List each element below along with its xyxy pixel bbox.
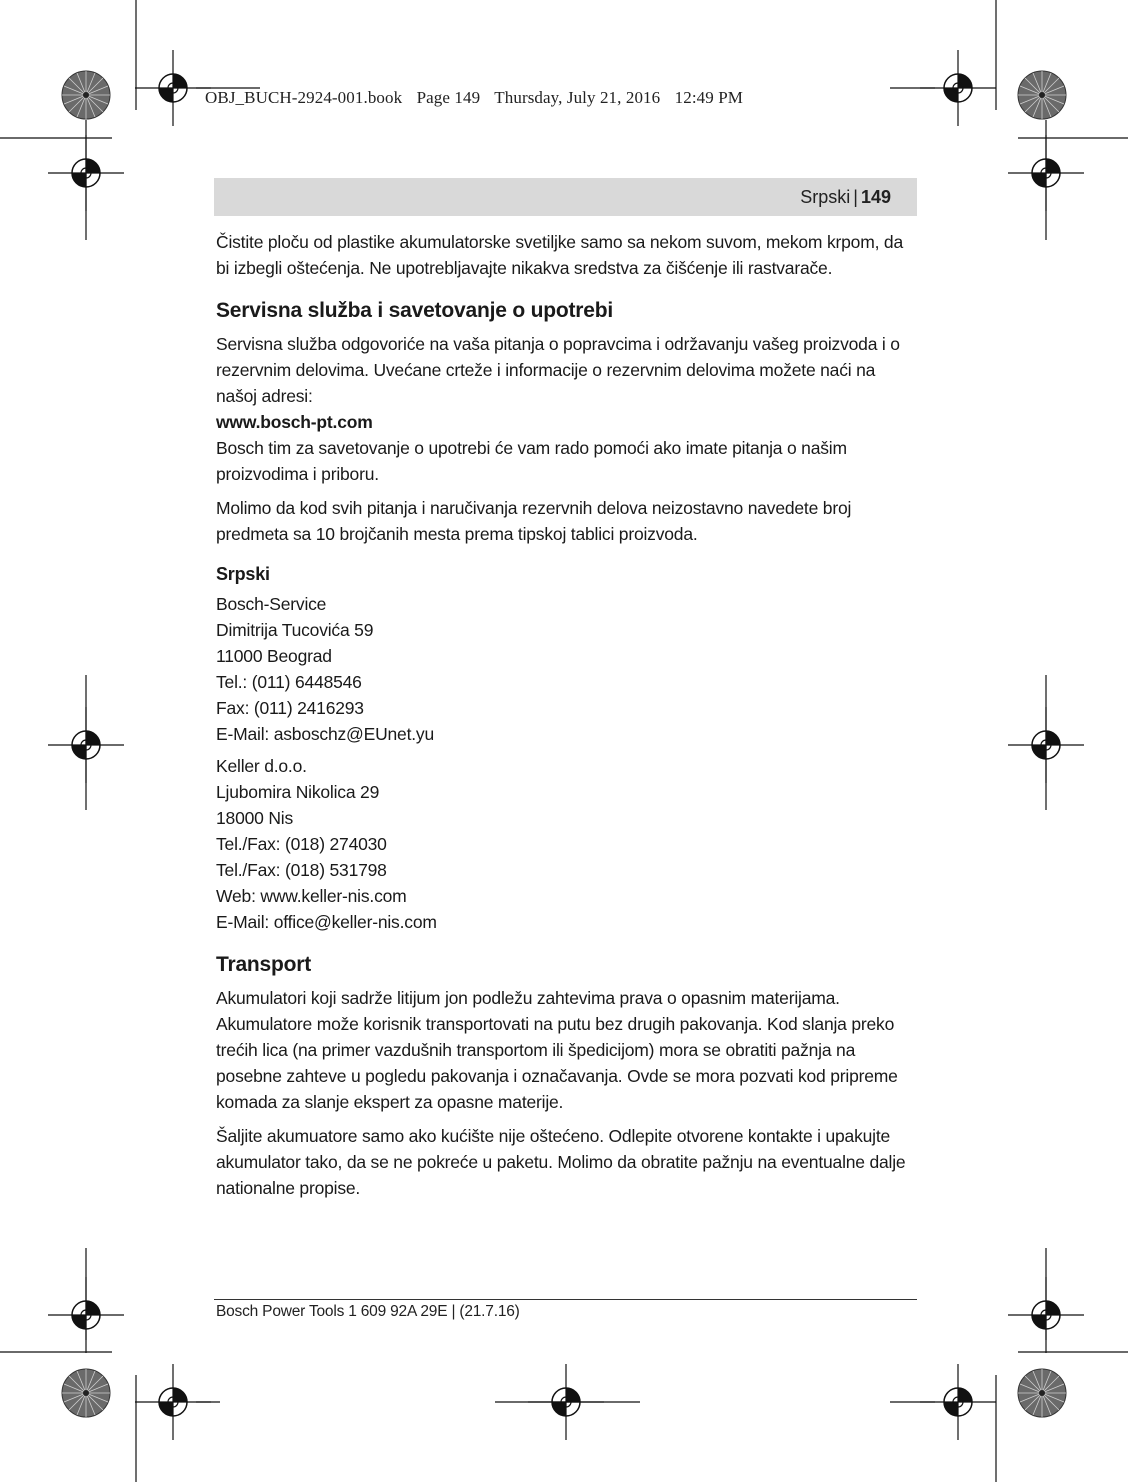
address-line: E-Mail: asboschz@EUnet.yu [216,724,434,744]
address-line: Dimitrija Tucovića 59 [216,620,374,640]
address-block-bosch [216,591,916,747]
service-paragraph: Servisna služba odgovoriće na vaša pitanja o popravcima i održavanju vašeg proizvoda i o rezervnim delovima. Uvećane crteže i informacije o rezervnim delovima možete naći na našoj adresi: [216,334,900,406]
address-line: E-Mail: office@keller-nis.com [216,912,437,932]
address-line: 11000 Beograd [216,646,332,666]
transport-paragraph-2: Šaljite akumuatore samo ako kućište nije oštećeno. Odlepite otvorene kontakte i upakujte akumulator tako, da se ne pokreće u paketu. Molimo da obratite pažnju na eventualne dalje nationalne propise. [216,1126,906,1198]
order-paragraph: Molimo da kod svih pitanja i naručivanja rezervnih delova neizostavno navedete broj predmeta sa 10 brojčanih mesta prema tipskoj tablici proizvoda. [216,498,852,544]
address-line: Ljubomira Nikolica 29 [216,782,380,802]
service-heading: Servisna služba i savetovanje o upotrebi [216,299,613,322]
print-slug-time: 12:49 PM [674,88,743,107]
intro-paragraph: Čistite ploču od plastike akumulatorske svetiljke samo sa nekom suvom, mekom krpom, da bi izbegli oštećenja. Ne upotrebljavajte nikakva sredstva za čišćenje ili rastvarače. [216,232,903,278]
advice-paragraph: Bosch tim za savetovanje o upotrebi će vam rado pomoći ako imate pitanja o našim proizvodima i priboru. [216,438,847,484]
address-line: Web: www.keller-nis.com [216,886,407,906]
service-url: www.bosch-pt.com [216,412,373,432]
address-block-keller [216,753,916,935]
print-slug [205,88,753,108]
print-slug-page: Page 149 [416,88,481,107]
print-slug-file: OBJ_BUCH-2924-001.book [205,88,403,107]
address-line: Fax: (011) 2416293 [216,698,364,718]
transport-heading: Transport [216,953,312,976]
running-head-separator: | [853,187,858,207]
page-body [216,229,916,1209]
address-line: Tel./Fax: (018) 531798 [216,860,387,880]
running-head-band [214,178,917,216]
address-line: Keller d.o.o. [216,756,307,776]
footer-rule [214,1299,917,1300]
address-line: 18000 Nis [216,808,294,828]
running-head-section: Srpski [800,187,851,207]
print-slug-date: Thursday, July 21, 2016 [494,88,661,107]
address-line: Tel.: (011) 6448546 [216,672,362,692]
address-line: Tel./Fax: (018) 274030 [216,834,387,854]
address-line: Bosch-Service [216,594,327,614]
country-heading: Srpski [216,564,270,584]
transport-paragraph-1: Akumulatori koji sadrže litijum jon podležu zahtevima prava o opasnim materijama. Akumulatore može korisnik transportovati na putu bez drugih pakovanja. Kod slanja preko trećih lica (na primer vazdušnih transportom ili špedicijom) mora se obratiti pažnja na posebne zahteve u pogledu pakovanja i označavanja. Ovde se mora pozvati kod pripreme komada za slanje ekspert za opasne materije. [216,988,898,1112]
page-number: 149 [860,187,891,207]
footer-text: Bosch Power Tools 1 609 92A 29E | (21.7.16) [216,1303,520,1320]
running-head [800,187,891,208]
